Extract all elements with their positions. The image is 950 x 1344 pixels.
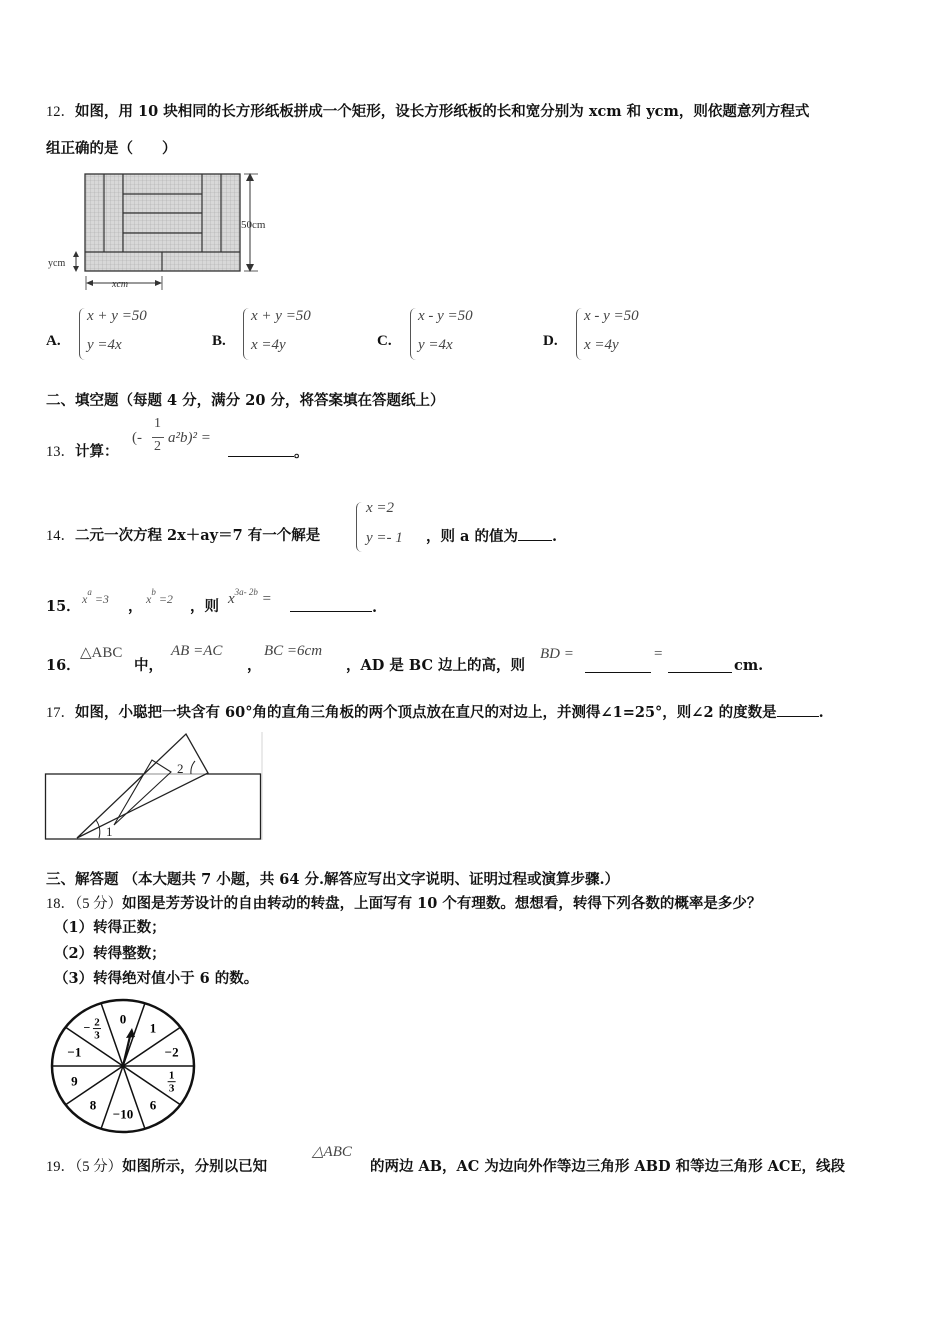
- q18-item-3: （3）转得绝对值小于 6 的数。: [54, 970, 259, 987]
- q14-text: 二元一次方程 2x＋ay＝7 有一个解是: [75, 527, 321, 544]
- q14-blank[interactable]: [518, 526, 552, 541]
- svg-text:−: −: [83, 1020, 91, 1035]
- option-a-label: A.: [46, 333, 61, 349]
- wheel-label-6: 8: [89, 1097, 97, 1113]
- q18-score: （5 分）: [75, 896, 123, 912]
- q13-blank[interactable]: [228, 442, 294, 457]
- q14-text2: ，则 a 的值为: [426, 528, 518, 545]
- q17-blank[interactable]: [777, 702, 819, 717]
- option-d-label: D.: [543, 333, 558, 349]
- q16-eq: =: [654, 646, 663, 662]
- q18-line: [46, 894, 761, 914]
- q19-text2: 的两边 AB，AC 为边向外作等边三角形 ABD 和等边三角形 ACE，线段: [370, 1158, 845, 1175]
- width-label: xcm: [112, 279, 129, 290]
- q18-item-1: （1）转得正数；: [54, 919, 166, 936]
- q16-math2: BC =6cm: [264, 643, 323, 659]
- q15-answer: .: [290, 597, 377, 618]
- svg-text:3: 3: [94, 1029, 100, 1042]
- q16-number: 16．: [46, 657, 81, 674]
- q12-rectangle-figure: [46, 168, 286, 292]
- q12-text: 如图，用 10 块相同的长方形纸板拼成一个矩形，设长方形纸板的长和宽分别为 xcm 和 ycm，则依题意列方程式: [75, 103, 810, 120]
- wheel-label-5: −10: [112, 1106, 134, 1122]
- option-a-eq2: y =4x: [87, 337, 122, 353]
- q15-text: ，则: [190, 598, 219, 615]
- q13-expr-post: a²b)² =: [168, 430, 211, 446]
- q14-eq1: x =2: [366, 500, 395, 516]
- q14-eq2: y =- 1: [366, 530, 403, 546]
- q16-blank2[interactable]: [668, 658, 732, 673]
- q12-options: [46, 304, 906, 364]
- q14-number: 14．: [46, 528, 75, 544]
- section3-title: 三、解答题 （本大题共 7 小题，共 64 分.解答应写出文字说明、证明过程或演算步骤.）: [46, 871, 620, 888]
- q16-sep: ，: [247, 657, 262, 674]
- option-d-eq1: x - y =50: [584, 308, 639, 324]
- q13-expr-pre: (-: [132, 430, 142, 446]
- option-b-eq1: x + y =50: [251, 308, 311, 324]
- q13-number: 13．: [46, 444, 75, 460]
- option-b-label: B.: [212, 333, 226, 349]
- q17-text: 如图，小聪把一块含有 60°角的直角三角板的两个顶点放在直尺的对边上，并测得∠1=25°，则∠2 的度数是: [75, 704, 777, 721]
- q13-frac-den: 2: [154, 439, 161, 454]
- q16-math1: AB =AC: [171, 643, 223, 659]
- q16-triangle: △ABC: [80, 645, 123, 661]
- q17-ruler-triangle-figure: [44, 730, 266, 842]
- wheel-label-2: −2: [164, 1044, 179, 1060]
- q15-expr2: $x^b =2$: [146, 587, 173, 606]
- q16-math3: BD =: [540, 646, 574, 662]
- wheel-label-0: 0: [119, 1011, 127, 1027]
- q18-text: 如图是芳芳设计的自由转动的转盘，上面写有 10 个有理数。想想看，转得下列各数的概率是多少？: [122, 895, 762, 912]
- q13-answer: [228, 442, 309, 463]
- triangle-outer: [77, 734, 208, 838]
- q17-number: 17．: [46, 705, 75, 721]
- q19-score: （5 分）: [75, 1159, 123, 1175]
- option-c-eq2: y =4x: [418, 337, 453, 353]
- q16-unit: cm.: [734, 657, 764, 674]
- option-a-eq1: x + y =50: [87, 308, 147, 324]
- q13-text: 计算：: [75, 443, 119, 460]
- option-b-eq2: x =4y: [251, 337, 286, 353]
- q15-expr1: $x^a =3$: [82, 587, 109, 606]
- svg-text:3: 3: [168, 1082, 175, 1095]
- svg-text:2: 2: [94, 1016, 100, 1029]
- option-c-label: C.: [377, 333, 392, 349]
- wheel-label-4: 6: [149, 1097, 157, 1113]
- angle1-label: 1: [106, 824, 113, 839]
- wheel-label-7: 9: [71, 1073, 78, 1089]
- option-c-eq1: x - y =50: [418, 308, 473, 324]
- q12-number: 12．: [46, 104, 75, 120]
- q19-triangle: △ABC: [312, 1144, 352, 1160]
- q18-number: 18．: [46, 896, 75, 912]
- q17-line: 17．如图，小聪把一块含有 60°角的直角三角板的两个顶点放在直尺的对边上，并测得∠1=25°，则∠2 的度数是 .: [46, 704, 824, 721]
- q15-blank[interactable]: [290, 597, 372, 612]
- q14-tail: .: [552, 528, 558, 545]
- q16-text1: 中，: [134, 657, 163, 674]
- wheel-label-8: −1: [67, 1044, 82, 1060]
- q14-prefix: [46, 526, 320, 546]
- q13-prefix: [46, 442, 119, 462]
- q12-line1: [46, 102, 809, 122]
- q13-frac-num: 1: [154, 416, 161, 431]
- height-label: 50cm: [241, 219, 266, 231]
- svg-text:1: 1: [168, 1069, 175, 1082]
- q19-prefix: [46, 1157, 267, 1177]
- q14-suffix: [426, 526, 557, 547]
- q15-number: 15．: [46, 598, 81, 615]
- angle2-label: 2: [177, 761, 184, 776]
- section2-title: 二、填空题（每题 4 分，满分 20 分，将答案填在答题纸上）: [46, 392, 445, 409]
- option-d-eq2: x =4y: [584, 337, 619, 353]
- q15-sep: ，: [128, 598, 143, 615]
- wheel-label-1: 1: [149, 1020, 157, 1036]
- q19-number: 19．: [46, 1159, 75, 1175]
- q16-text2: ，AD 是 BC 边上的高，则: [346, 657, 526, 674]
- q12-line2: 组正确的是（ ）: [46, 140, 177, 157]
- q18-spinner-wheel: [48, 996, 198, 1136]
- q18-item-2: （2）转得整数；: [54, 945, 166, 962]
- small-label: ycm: [48, 258, 66, 269]
- q15-expr3: $x^{3a- 2b}$ =: [228, 587, 272, 607]
- q19-text1: 如图所示，分别以已知: [122, 1158, 268, 1175]
- q13-tail: 。: [294, 444, 309, 461]
- q16-blank1[interactable]: [585, 658, 651, 673]
